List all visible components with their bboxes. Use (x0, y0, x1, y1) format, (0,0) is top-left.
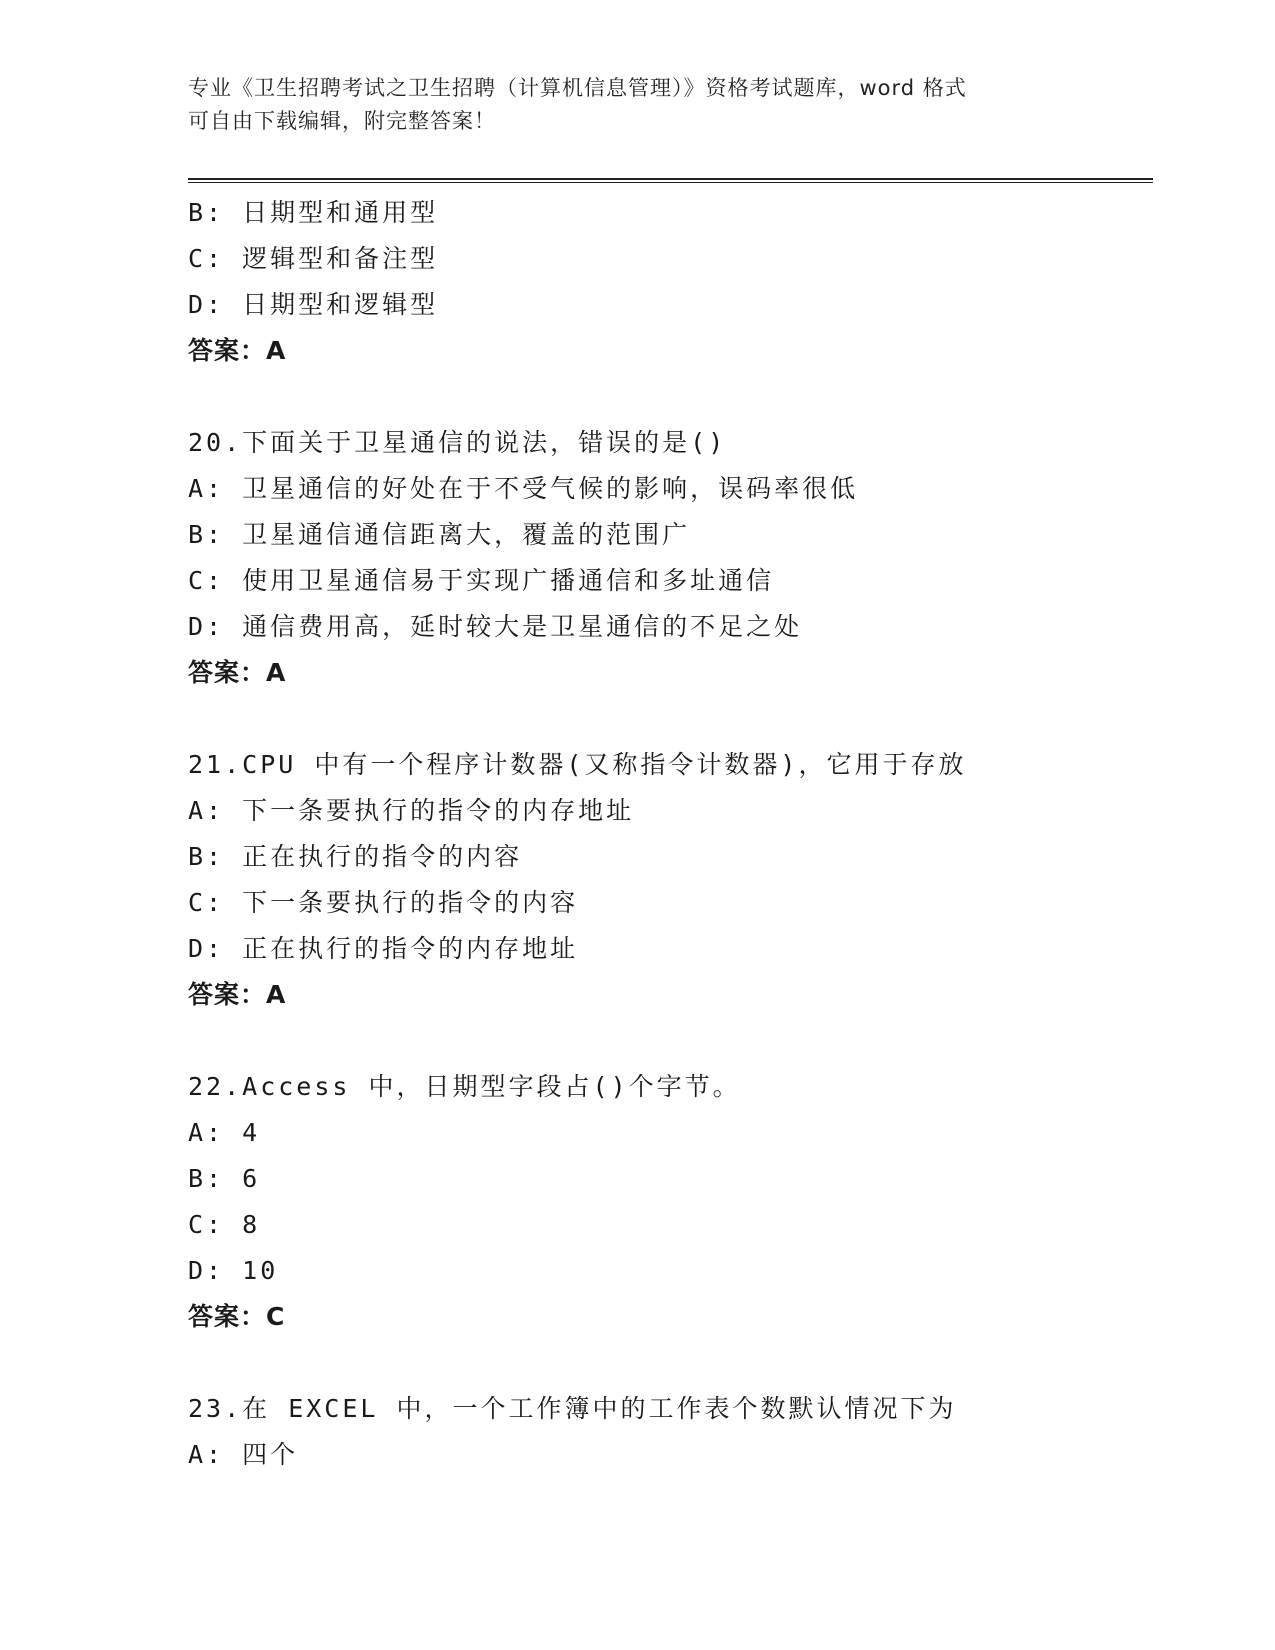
option-c: C: 使用卫星通信易于实现广播通信和多址通信 (188, 566, 775, 595)
document-header (188, 72, 1068, 138)
option-c: C: 逻辑型和备注型 (188, 244, 439, 273)
answer-line: 答案：C (188, 1302, 286, 1331)
question-list (188, 190, 1153, 1478)
answer-line: 答案：A (188, 336, 287, 365)
option-d: D: 10 (188, 1256, 279, 1285)
header-line-1: 专业《卫生招聘考试之卫生招聘（计算机信息管理）》资格考试题库，word 格式 (188, 76, 967, 100)
option-b: B: 6 (188, 1164, 261, 1193)
question-block-21 (188, 742, 1153, 1018)
option-d: D: 通信费用高，延时较大是卫星通信的不足之处 (188, 612, 803, 641)
question-text: 23.在 EXCEL 中，一个工作簿中的工作表个数默认情况下为 (188, 1394, 957, 1423)
option-c: C: 8 (188, 1210, 261, 1239)
question-block-22 (188, 1064, 1153, 1340)
answer-line: 答案：A (188, 980, 287, 1009)
question-text: 21.CPU 中有一个程序计数器(又称指令计数器)，它用于存放 (188, 750, 967, 779)
option-a: A: 4 (188, 1118, 261, 1147)
question-block-19 (188, 190, 1153, 374)
question-text: 20.下面关于卫星通信的说法，错误的是() (188, 428, 727, 457)
option-a: A: 卫星通信的好处在于不受气候的影响，误码率很低 (188, 474, 859, 503)
option-a: A: 四个 (188, 1440, 299, 1469)
option-b: B: 日期型和通用型 (188, 198, 439, 227)
answer-line: 答案：A (188, 658, 287, 687)
question-text: 22.Access 中，日期型字段占()个字节。 (188, 1072, 741, 1101)
header-line-2: 可自由下载编辑，附完整答案！ (188, 109, 496, 133)
option-d: D: 正在执行的指令的内存地址 (188, 934, 579, 963)
option-d: D: 日期型和逻辑型 (188, 290, 439, 319)
question-block-23 (188, 1386, 1153, 1478)
option-b: B: 正在执行的指令的内容 (188, 842, 523, 871)
option-b: B: 卫星通信通信距离大，覆盖的范围广 (188, 520, 691, 549)
option-a: A: 下一条要执行的指令的内存地址 (188, 796, 635, 825)
header-divider (188, 178, 1153, 183)
question-block-20 (188, 420, 1153, 696)
option-c: C: 下一条要执行的指令的内容 (188, 888, 579, 917)
